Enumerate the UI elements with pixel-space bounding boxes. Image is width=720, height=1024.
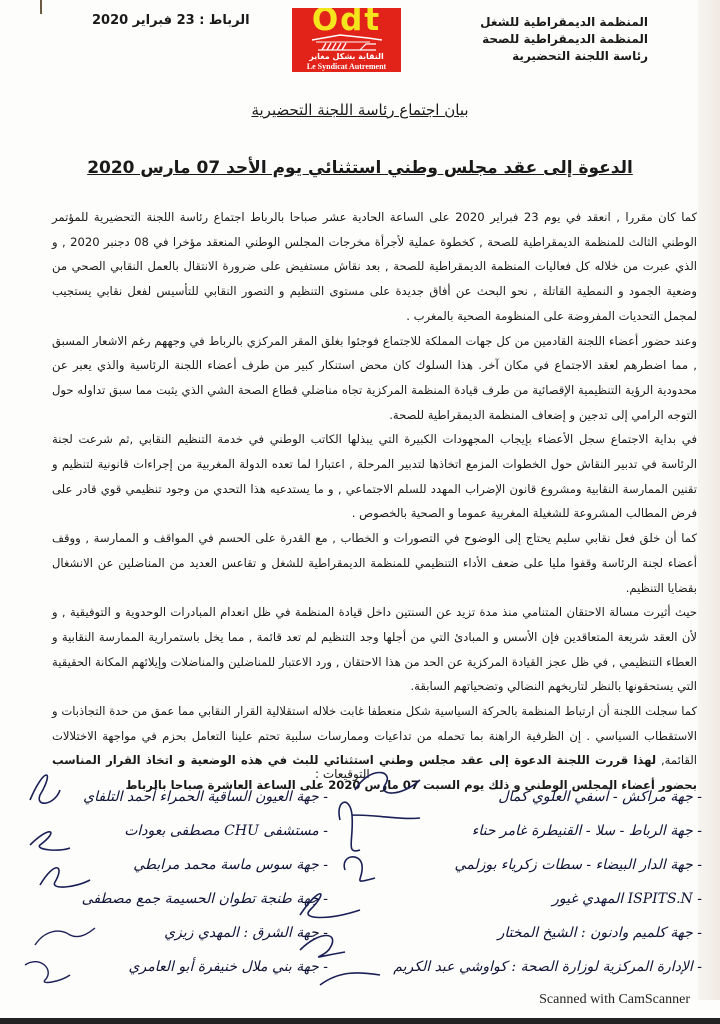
signatory-name: - مستشفى CHU مصطفى بعودات <box>124 823 328 839</box>
signatory-name: - جهة مراكش - آسفي العلوي كمال <box>498 789 702 805</box>
building-icon <box>310 34 384 52</box>
logo-tagline-french: Le Syndicat Autrement <box>306 62 387 71</box>
scanner-watermark: Scanned with CamScanner <box>539 992 690 1007</box>
body-paragraph-2: وعند حضور أعضاء اللجنة القادمين من كل جهات المملكة للاجتماع فوجئوا بغلق المقر المركزي بالرباط في وجههم رغم الاشعار المسبق , مما اضطرهم لعقد الاجتماع في مكان آخر. هذا السلوك كان محض استنكار كبير من طرف أعضاء اللجنة الرئاسية والذي يعبر عن محدودية الرؤية التنظيمية الإقصائية من طرف قيادة المنظمة المركزية تجاه مناضلي قطاع الصحة الشي الذي يثبت مما سبق تداوله حول التوجه الرامي إلى تدجين و إضعاف المنظمة الديمقراطية للصحة. <box>52 333 697 422</box>
closing-decision: لهذا قررت اللجنة الدعوة إلى عقد مجلس وطني استثنائي للبث في هذه الوضعية و اتخاذ القرار المناسب بحضور أعضاء المجلس الوطني و ذلك يوم السبت 07 مارس 2020 على الساعة العاشرة صباحا بالرباط <box>52 753 697 793</box>
signature-scribble <box>339 802 420 851</box>
signature-scribble <box>300 936 345 957</box>
main-heading: الدعوة إلى عقد مجلس وطني استثنائي يوم الأحد 07 مارس 2020 <box>87 158 633 178</box>
body-paragraph-6-text: كما سجلت اللجنة أن ارتباط المنظمة بالحركة السياسية شكل منعطفا غابت خلاله استقلالية القرار النقابي مما عمق من حدة التجاذبات و الاستقطاب السياسي . إن الظرفية الراهنة بما تحمله من تداعيات وممارسات سلبية تحتم علينا التعامل بحزم في مواجهة الاختلالات القائمة, <box>52 704 697 768</box>
signature-scribble <box>30 775 60 803</box>
org-line-3: رئاسة اللجنة التحضيرية <box>512 49 648 63</box>
document-date: الرباط : 23 فبراير 2020 <box>92 13 250 28</box>
signature-scribble <box>40 868 90 887</box>
signature-scribble <box>30 832 70 850</box>
signature-scribble <box>355 773 420 794</box>
signature-scribble <box>300 894 360 918</box>
logo-brand-text: Odt <box>311 8 382 38</box>
statement-body <box>52 205 697 798</box>
scan-artifact <box>40 0 42 14</box>
bottom-edge <box>0 1018 720 1024</box>
signatory-name: - جهة الدار البيضاء - سطات زكرياء بوزلمي <box>454 857 702 873</box>
signatory-name: - جهة الرباط - سلا - القنيطرة غامر حناء <box>471 823 702 839</box>
logo-tagline-arabic: النقابة بشكل مغاير <box>309 52 384 61</box>
signatory-name: - جهة طنجة تطوان الحسيمة جمع مصطفى <box>81 891 328 907</box>
signatory-name: - الإدارة المركزية لوزارة الصحة : كواوشي عبد الكريم <box>393 959 702 975</box>
signatory-name: - جهة الشرق : المهدي زيزي <box>164 925 328 941</box>
odt-logo <box>292 8 401 72</box>
signatory-name: - جهة سوس ماسة محمد مرابطي <box>133 857 328 873</box>
org-line-2: المنظمة الديمقراطية للصحة <box>482 32 648 46</box>
signature-scribble <box>25 962 70 983</box>
body-paragraph-5: حيث أثيرت مسالة الاحتقان المتنامي منذ مدة تزيد عن السنتين داخل قيادة المنظمة في ظل انعدام المبادرات الوحدوية و التوفيقية , و لأن العقد شريعة المتعاقدين فإن الأسس و المبادئ التي من أجلها وجد التنظيم لم تعد قائمة , مما يخل باستمرارية الممارسة النقابية و العطاء التنظيمي , في ظل عجز القيادة المركزية عن الحد من هذا الاحتقان , ورد الاعتبار للمناضلين والمناضلات وإيلائهم المكانة الحقيقية التي يستحقونها بالنظر لتاريخهم النضالي وتضحياتهم السابقة. <box>52 605 697 694</box>
body-paragraph-1: كما كان مقررا , انعقد في يوم 23 فبراير 2020 على الساعة الحادية عشر صباحا بالرباط اجتماع رئاسة اللجنة التحضيرية للمؤتمر الوطني الثالث للمنظمة الديمقراطية للصحة , كخطوة عملية لأجرأة مخرجات المجلس الوطني المنعقد مؤخرا في 08 دجنبر 2020 , و الذي عبرت من خلاله كل فعاليات المنظمة الديمقراطية للصحة , بعد نقاش مستفيض على ضرورة الانتقال بالعمل النقابي الصحي من وضعية الجمود و النمطية القاتلة , نحو البحث عن أفاق جديدة على مستوى التنظيم و التصور النقابي للتأسيس لفعل نقابي يستجيب لمجمل التحديات المفروضة على المنظومة الصحية بالمغرب . <box>52 210 697 323</box>
body-paragraph-3: في بداية الاجتماع سجل الأعضاء بإيجاب المجهودات الكبيرة التي يبذلها الكاتب الوطني في خدمة التنظيم النقابي ,ثم شرعت لجنة الرئاسة في تدبير النقاش حول الخطوات المزمع اتخاذها لتدبير المرحلة , اعتبارا لما تعده الدولة المغربية من إجراءات قانونية لتنظيم و تقنين الممارسة النقابية ومشروع قانون الإضراب المهدد للسلم الاجتماعي , و ما يستدعيه هذا التحدي من وجود تنظيمي قوي قادر على فرض المطالب المشروعة للشغيلة المغربية عموما و الصحية بالخصوص . <box>52 432 697 521</box>
signatory-name: - جهة كلميم وادنون : الشيخ المختار <box>497 925 702 941</box>
signatory-name: - ISPITS.N المهدي غيور <box>552 891 702 907</box>
signature-scribble <box>320 973 380 985</box>
signatures-label: التوقيعات : <box>315 767 370 781</box>
org-line-1: المنظمة الديمقراطية للشغل <box>480 15 648 29</box>
handwritten-signatures <box>0 760 720 990</box>
signature-scribble <box>35 928 95 945</box>
statement-title: بيان اجتماع رئاسة اللجنة التحضيرية <box>251 101 469 119</box>
organization-header <box>448 14 648 65</box>
signatory-name: - جهة العيون الساقية الحمراء أحمد التلفاي <box>83 789 328 805</box>
signatory-name: - جهة بني ملال خنيفرة أبو العامري <box>128 959 328 975</box>
body-paragraph-4: كما أن خلق فعل نقابي سليم يحتاج إلى الوضوح في التصورات و الخطاب , مع القدرة على الحسم في المواقف و الممارسة , ووقف أعضاء لجنة الرئاسة وقفوا مليا على ضعف الأداء التنظيمي للمنظمة الديمقراطية للشغل و تقاعس العديد من المناضلين عن الانشغال بقضايا التنظيم. <box>52 531 697 595</box>
signature-scribble <box>344 857 375 881</box>
